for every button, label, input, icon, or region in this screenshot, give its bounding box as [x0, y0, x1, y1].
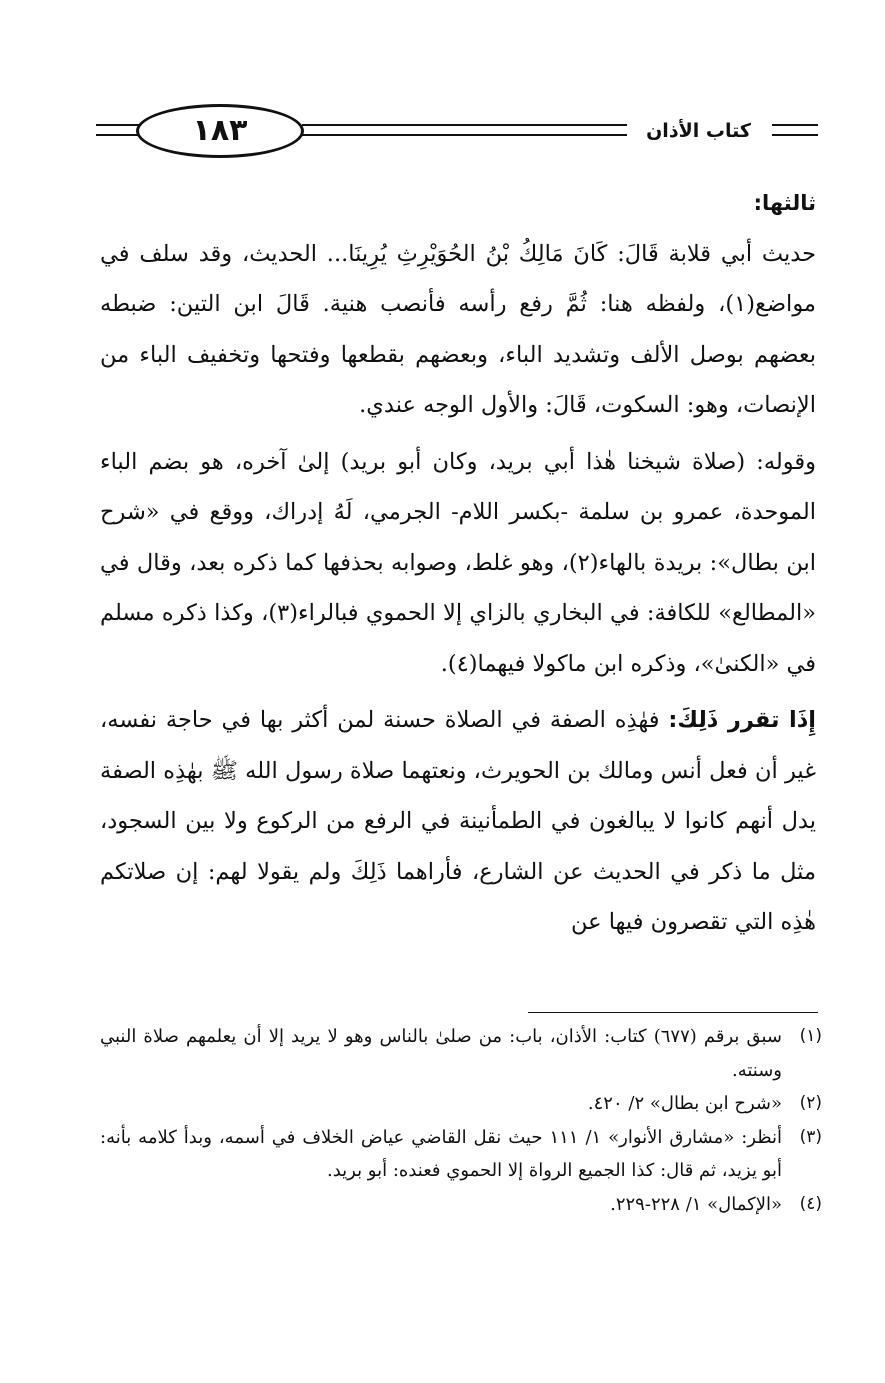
header-rule-left-top [96, 124, 140, 126]
header-rule-left-bottom [96, 134, 140, 136]
footnote-text: أنظر: «مشارق الأنوار» ١/ ١١١ حيث نقل القاضي عياض الخلاف في أسمه، وبدأ كلامه بأنه: أبو يزيد، ثم قال: كذا الجميع الرواة إلا الحموي فعنده: أبو بريد. [100, 1126, 782, 1181]
footnote-text: سبق برقم (٦٧٧) كتاب: الأذان، باب: من صلىٰ بالناس وهو لا يريد إلا أن يعلمهم صلاة النبي وسنته. [100, 1026, 782, 1081]
footnote-separator [528, 1012, 818, 1013]
main-text [100, 178, 816, 948]
page-number: ١٨٣ [136, 104, 304, 158]
footnote-number: (٣) [799, 1126, 822, 1147]
paragraph-2: وقوله: (صلاة شيخنا هٰذا أبي بريد، وكان أبو بريد) إلىٰ آخره، هو بضم الباء الموحدة، عمرو بن سلمة -بكسر اللام- الجرمي، لَهُ إدراك، ووقع في «شرح ابن بطال»: بريدة بالهاء(٢)، وهو غلط، وصوابه بحذفها كما ذكره بعد، وقال في «المطالع» للكافة: في البخاري بالزاي إلا الحموي فبالراء(٣)، وكذا ذكره مسلم في «الكنىٰ»، وذكره ابن ماكولا فيهما(٤). [100, 448, 816, 677]
footnote [100, 1121, 822, 1188]
footnote [100, 1020, 822, 1087]
paragraph-1: حديث أبي قلابة قَالَ: كَانَ مَالِكُ بْنُ الحُوَيْرِثِ يُرِينَا... الحديث، وقد سلف في مواضع(١)، ولفظه هنا: ثُمَّ رفع رأسه فأنصب هنية. قَالَ ابن التين: ضبطه بعضهم بوصل الألف وتشديد الباء، وبعضهم بقطعها وفتحها وتخفيف الباء من الإنصات، وهو: السكوت، قَالَ: والأول الوجه عندي. [100, 240, 816, 418]
paragraph-3-lead: إِذَا تقرر ذَلِكَ: [668, 707, 817, 733]
header-rule-right-top [772, 124, 818, 126]
footnote-number: (٢) [799, 1093, 822, 1113]
header-rule-middle-top [302, 124, 627, 126]
paragraph-3-text: فهٰذِه الصفة في الصلاة حسنة لمن أكثر بها في حاجة نفسه، غير أن فعل أنس ومالك بن الحويرث، ونعتهما صلاة رسول الله ﷺ بهٰذِه الصفة يدل أنهم كانوا لا يبالغون في الطمأنينة في الرفع من الركوع ولا بين السجود، مثل ما ذكر في الحديث عن الشارع، فأراهما ذَلِكَ ولم يقولا لهم: إن صلاتكم هٰذِه التي تقصرون فيها عن [100, 707, 816, 935]
footnote [100, 1087, 822, 1121]
header-rule-right-bottom [772, 134, 818, 136]
section-heading: ثالثها: [753, 191, 816, 215]
footnote-number: (١) [799, 1026, 822, 1046]
footnote-number: (٤) [799, 1193, 822, 1214]
footnote-text: «الإكمال» ١/ ٢٢٨-٢٢٩. [610, 1193, 782, 1215]
footnote [100, 1188, 822, 1222]
footnote-text: «شرح ابن بطال» ٢/ ٤٢٠. [587, 1093, 782, 1114]
footnotes [100, 1020, 822, 1221]
running-header [96, 104, 820, 160]
running-title: كتاب الأذان [646, 120, 751, 142]
header-rule-middle-bottom [302, 134, 627, 136]
paragraph-3 [100, 695, 816, 948]
